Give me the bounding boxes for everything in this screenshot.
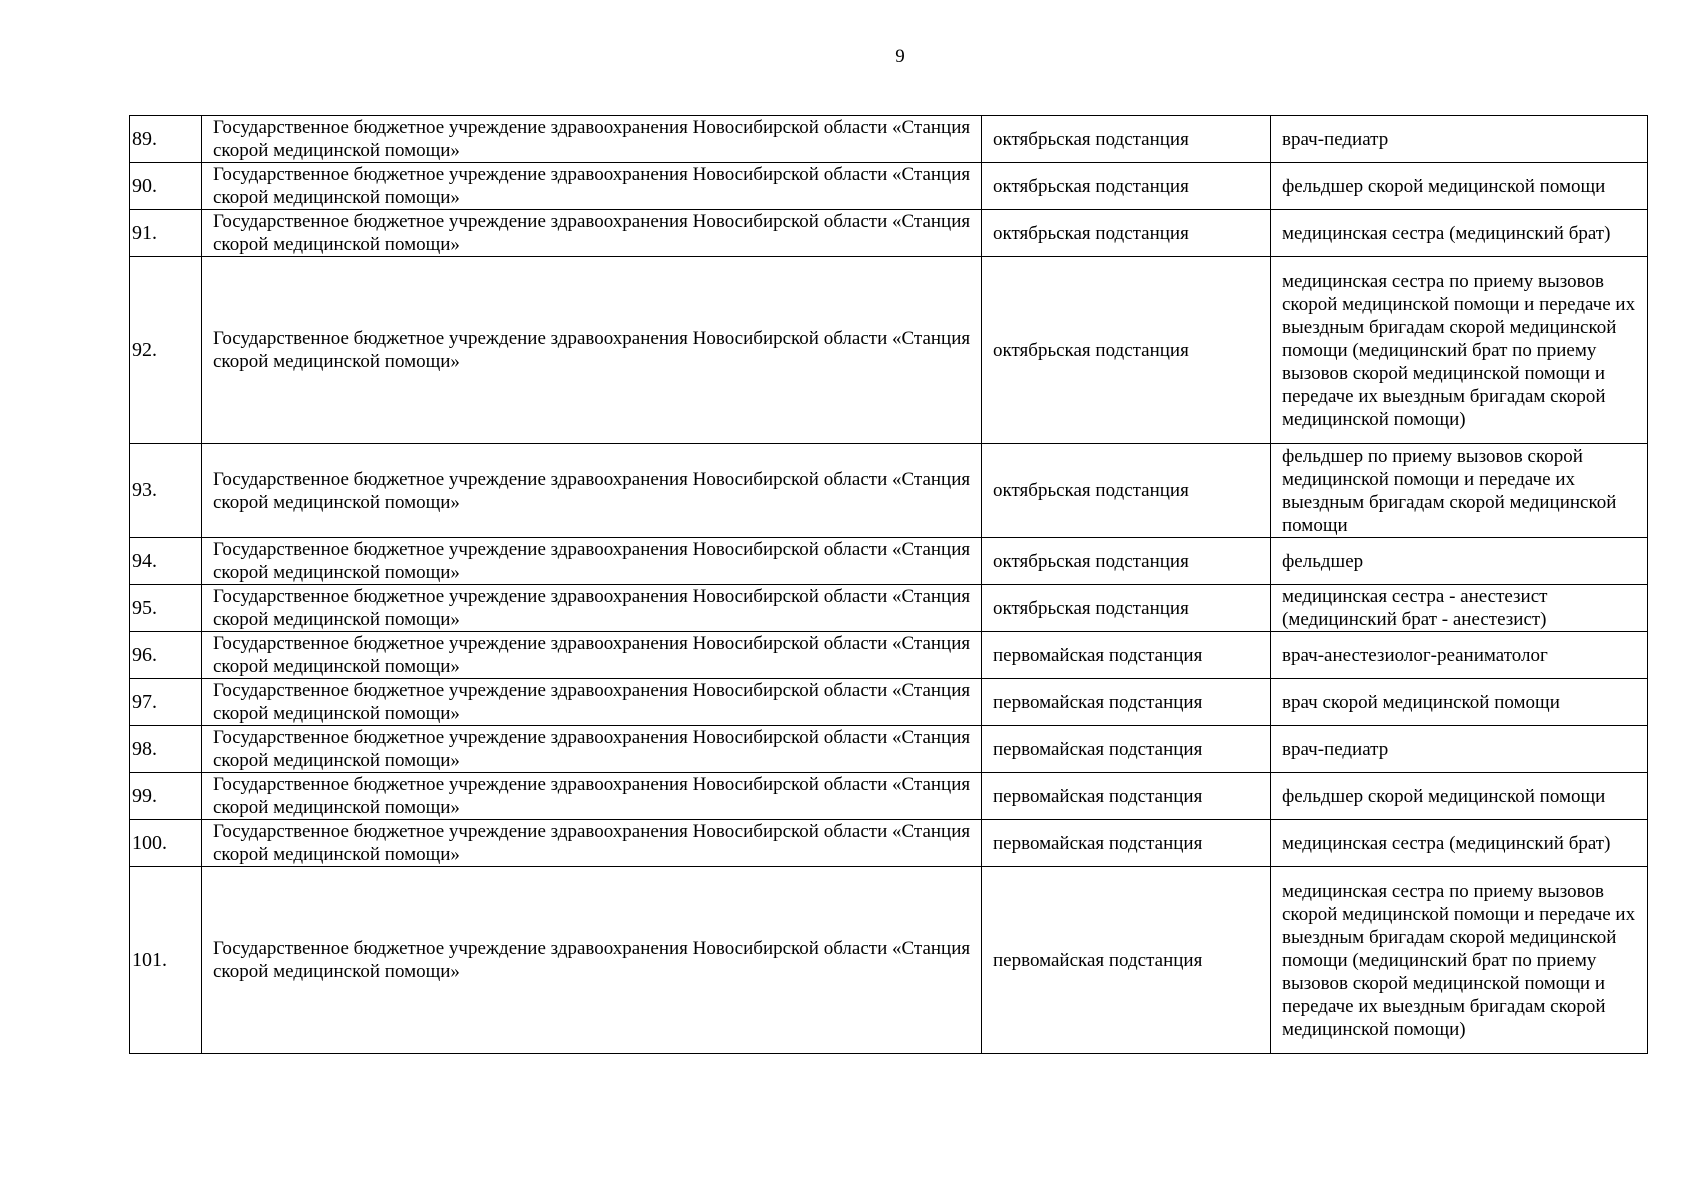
row-number: 100. <box>130 820 202 867</box>
table-row <box>130 867 1648 1054</box>
substation-cell: октябрьская подстанция <box>982 116 1271 163</box>
row-number: 97. <box>130 679 202 726</box>
substation-cell: октябрьская подстанция <box>982 585 1271 632</box>
substation-cell: октябрьская подстанция <box>982 257 1271 444</box>
position-cell: врач скорой медицинской помощи <box>1271 679 1648 726</box>
table-row <box>130 163 1648 210</box>
position-cell: медицинская сестра - анестезист (медицинский брат - анестезист) <box>1271 585 1648 632</box>
registry-table-body <box>130 116 1648 1054</box>
substation-cell: первомайская подстанция <box>982 773 1271 820</box>
position-cell: медицинская сестра (медицинский брат) <box>1271 820 1648 867</box>
position-cell: медицинская сестра по приему вызовов скорой медицинской помощи и передаче их выездным бригадам скорой медицинской помощи (медицинский брат по приему вызовов скорой медицинской помощи и передаче их выездным бригадам скорой медицинской помощи) <box>1271 257 1648 444</box>
row-number: 92. <box>130 257 202 444</box>
table-row <box>130 116 1648 163</box>
organization-cell: Государственное бюджетное учреждение здравоохранения Новосибирской области «Станция скорой медицинской помощи» <box>202 210 982 257</box>
position-cell: фельдшер скорой медицинской помощи <box>1271 773 1648 820</box>
organization-cell: Государственное бюджетное учреждение здравоохранения Новосибирской области «Станция скорой медицинской помощи» <box>202 163 982 210</box>
substation-cell: первомайская подстанция <box>982 867 1271 1054</box>
table-row <box>130 726 1648 773</box>
organization-cell: Государственное бюджетное учреждение здравоохранения Новосибирской области «Станция скорой медицинской помощи» <box>202 444 982 538</box>
position-cell: фельдшер <box>1271 538 1648 585</box>
table-row <box>130 444 1648 538</box>
substation-cell: первомайская подстанция <box>982 820 1271 867</box>
position-cell: фельдшер скорой медицинской помощи <box>1271 163 1648 210</box>
row-number: 94. <box>130 538 202 585</box>
row-number: 95. <box>130 585 202 632</box>
organization-cell: Государственное бюджетное учреждение здравоохранения Новосибирской области «Станция скорой медицинской помощи» <box>202 116 982 163</box>
table-row <box>130 679 1648 726</box>
table-row <box>130 820 1648 867</box>
substation-cell: октябрьская подстанция <box>982 210 1271 257</box>
organization-cell: Государственное бюджетное учреждение здравоохранения Новосибирской области «Станция скорой медицинской помощи» <box>202 257 982 444</box>
row-number: 101. <box>130 867 202 1054</box>
page-number: 9 <box>895 46 905 67</box>
row-number: 99. <box>130 773 202 820</box>
substation-cell: октябрьская подстанция <box>982 163 1271 210</box>
organization-cell: Государственное бюджетное учреждение здравоохранения Новосибирской области «Станция скорой медицинской помощи» <box>202 679 982 726</box>
position-cell: медицинская сестра (медицинский брат) <box>1271 210 1648 257</box>
organization-cell: Государственное бюджетное учреждение здравоохранения Новосибирской области «Станция скорой медицинской помощи» <box>202 632 982 679</box>
substation-cell: октябрьская подстанция <box>982 444 1271 538</box>
table-row <box>130 257 1648 444</box>
row-number: 89. <box>130 116 202 163</box>
table-row <box>130 538 1648 585</box>
substation-cell: первомайская подстанция <box>982 632 1271 679</box>
organization-cell: Государственное бюджетное учреждение здравоохранения Новосибирской области «Станция скорой медицинской помощи» <box>202 726 982 773</box>
table-row <box>130 585 1648 632</box>
organization-cell: Государственное бюджетное учреждение здравоохранения Новосибирской области «Станция скорой медицинской помощи» <box>202 867 982 1054</box>
substation-cell: первомайская подстанция <box>982 679 1271 726</box>
substation-cell: первомайская подстанция <box>982 726 1271 773</box>
position-cell: врач-педиатр <box>1271 726 1648 773</box>
row-number: 96. <box>130 632 202 679</box>
table-row <box>130 210 1648 257</box>
row-number: 91. <box>130 210 202 257</box>
row-number: 93. <box>130 444 202 538</box>
substation-cell: октябрьская подстанция <box>982 538 1271 585</box>
row-number: 98. <box>130 726 202 773</box>
position-cell: медицинская сестра по приему вызовов скорой медицинской помощи и передаче их выездным бригадам скорой медицинской помощи (медицинский брат по приему вызовов скорой медицинской помощи и передаче их выездным бригадам скорой медицинской помощи) <box>1271 867 1648 1054</box>
position-cell: врач-анестезиолог-реаниматолог <box>1271 632 1648 679</box>
organization-cell: Государственное бюджетное учреждение здравоохранения Новосибирской области «Станция скорой медицинской помощи» <box>202 585 982 632</box>
organization-cell: Государственное бюджетное учреждение здравоохранения Новосибирской области «Станция скорой медицинской помощи» <box>202 538 982 585</box>
row-number: 90. <box>130 163 202 210</box>
table-row <box>130 773 1648 820</box>
registry-table <box>129 115 1648 1054</box>
table-row <box>130 632 1648 679</box>
position-cell: врач-педиатр <box>1271 116 1648 163</box>
organization-cell: Государственное бюджетное учреждение здравоохранения Новосибирской области «Станция скорой медицинской помощи» <box>202 820 982 867</box>
organization-cell: Государственное бюджетное учреждение здравоохранения Новосибирской области «Станция скорой медицинской помощи» <box>202 773 982 820</box>
position-cell: фельдшер по приему вызовов скорой медицинской помощи и передаче их выездным бригадам скорой медицинской помощи <box>1271 444 1648 538</box>
